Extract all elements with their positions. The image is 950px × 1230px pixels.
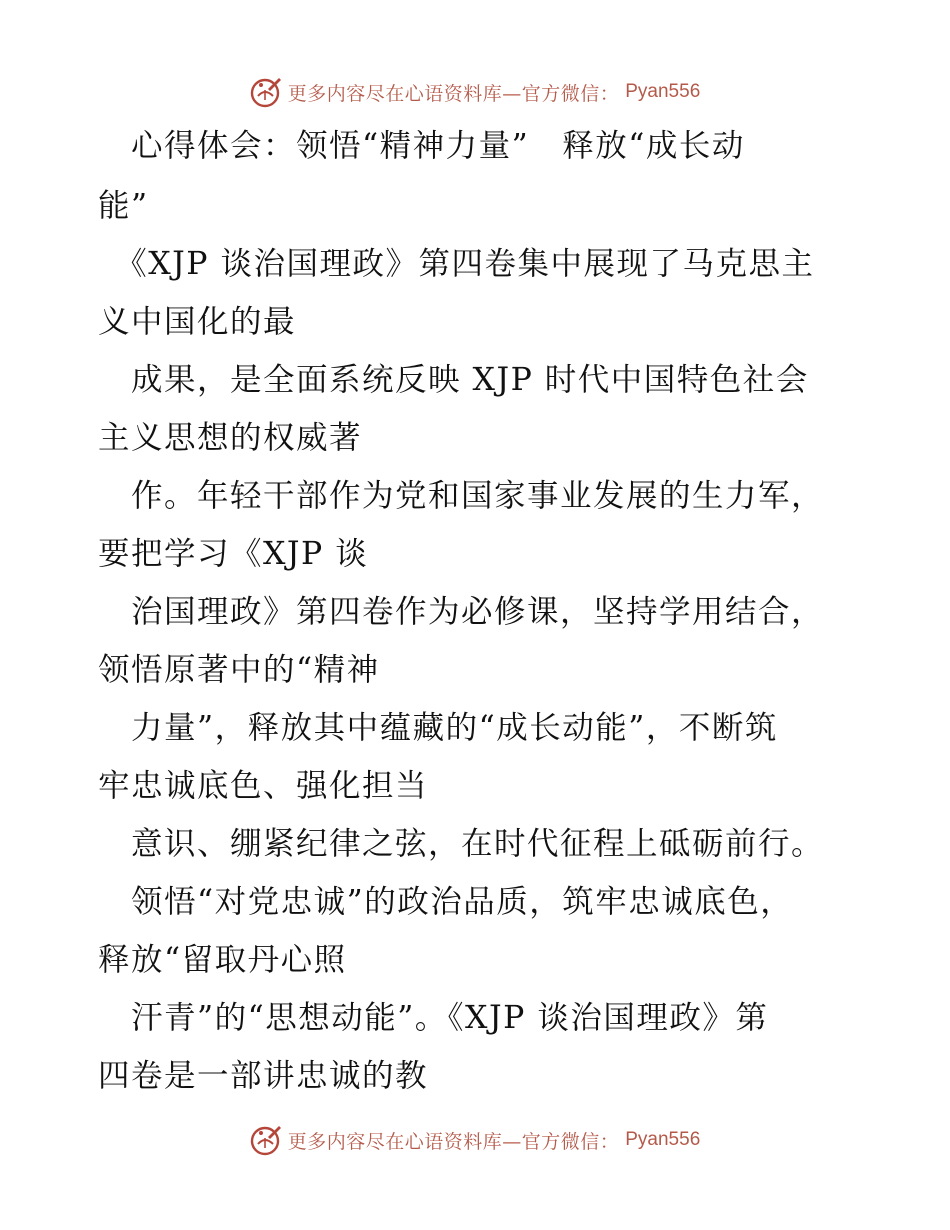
banner-contact: Pyan556 <box>625 81 701 102</box>
text-line: 四卷是一部讲忠诚的教 <box>98 1058 429 1094</box>
text-line: 成果，是全面系统反映 XJP 时代中国特色社会 <box>98 362 809 398</box>
text-line: 要把学习《XJP 谈 <box>98 536 369 572</box>
text-line: 意识、绷紧纪律之弦，在时代征程上砥砺前行。 <box>98 826 825 862</box>
text-line: 作。年轻干部作为党和国家事业发展的生力军， <box>98 478 825 514</box>
book-pen-logo-icon <box>250 1124 282 1156</box>
text-line: 牢忠诚底色、强化担当 <box>98 768 429 804</box>
banner-contact: Pyan556 <box>625 1129 701 1150</box>
text-line: 治国理政》第四卷作为必修课，坚持学用结合， <box>98 594 825 630</box>
book-pen-logo-icon <box>250 76 282 108</box>
banner-text: 更多内容尽在心语资料库—官方微信： <box>287 82 620 105</box>
text-line: 领悟“对党忠诚”的政治品质，筑牢忠诚底色， <box>98 884 794 920</box>
banner-text: 更多内容尽在心语资料库—官方微信： <box>287 1130 620 1153</box>
header-banner <box>0 70 950 114</box>
text-line: 领悟原著中的“精神 <box>98 652 380 688</box>
text-line: 《XJP 谈治国理政》第四卷集中展现了马克思主 <box>98 246 815 282</box>
text-line: 释放“留取丹心照 <box>98 942 347 978</box>
text-line: 汗青”的“思想动能”。《XJP 谈治国理政》第 <box>98 1000 769 1036</box>
text-line: 主义思想的权威著 <box>98 420 363 456</box>
text-line: 心得体会：领悟“精神力量” 释放“成长动 <box>98 128 745 164</box>
text-line: 能” <box>98 188 149 224</box>
text-line: 力量”，释放其中蕴藏的“成长动能”，不断筑 <box>98 710 778 746</box>
footer-banner <box>0 1118 950 1162</box>
text-line: 义中国化的最 <box>98 304 297 340</box>
